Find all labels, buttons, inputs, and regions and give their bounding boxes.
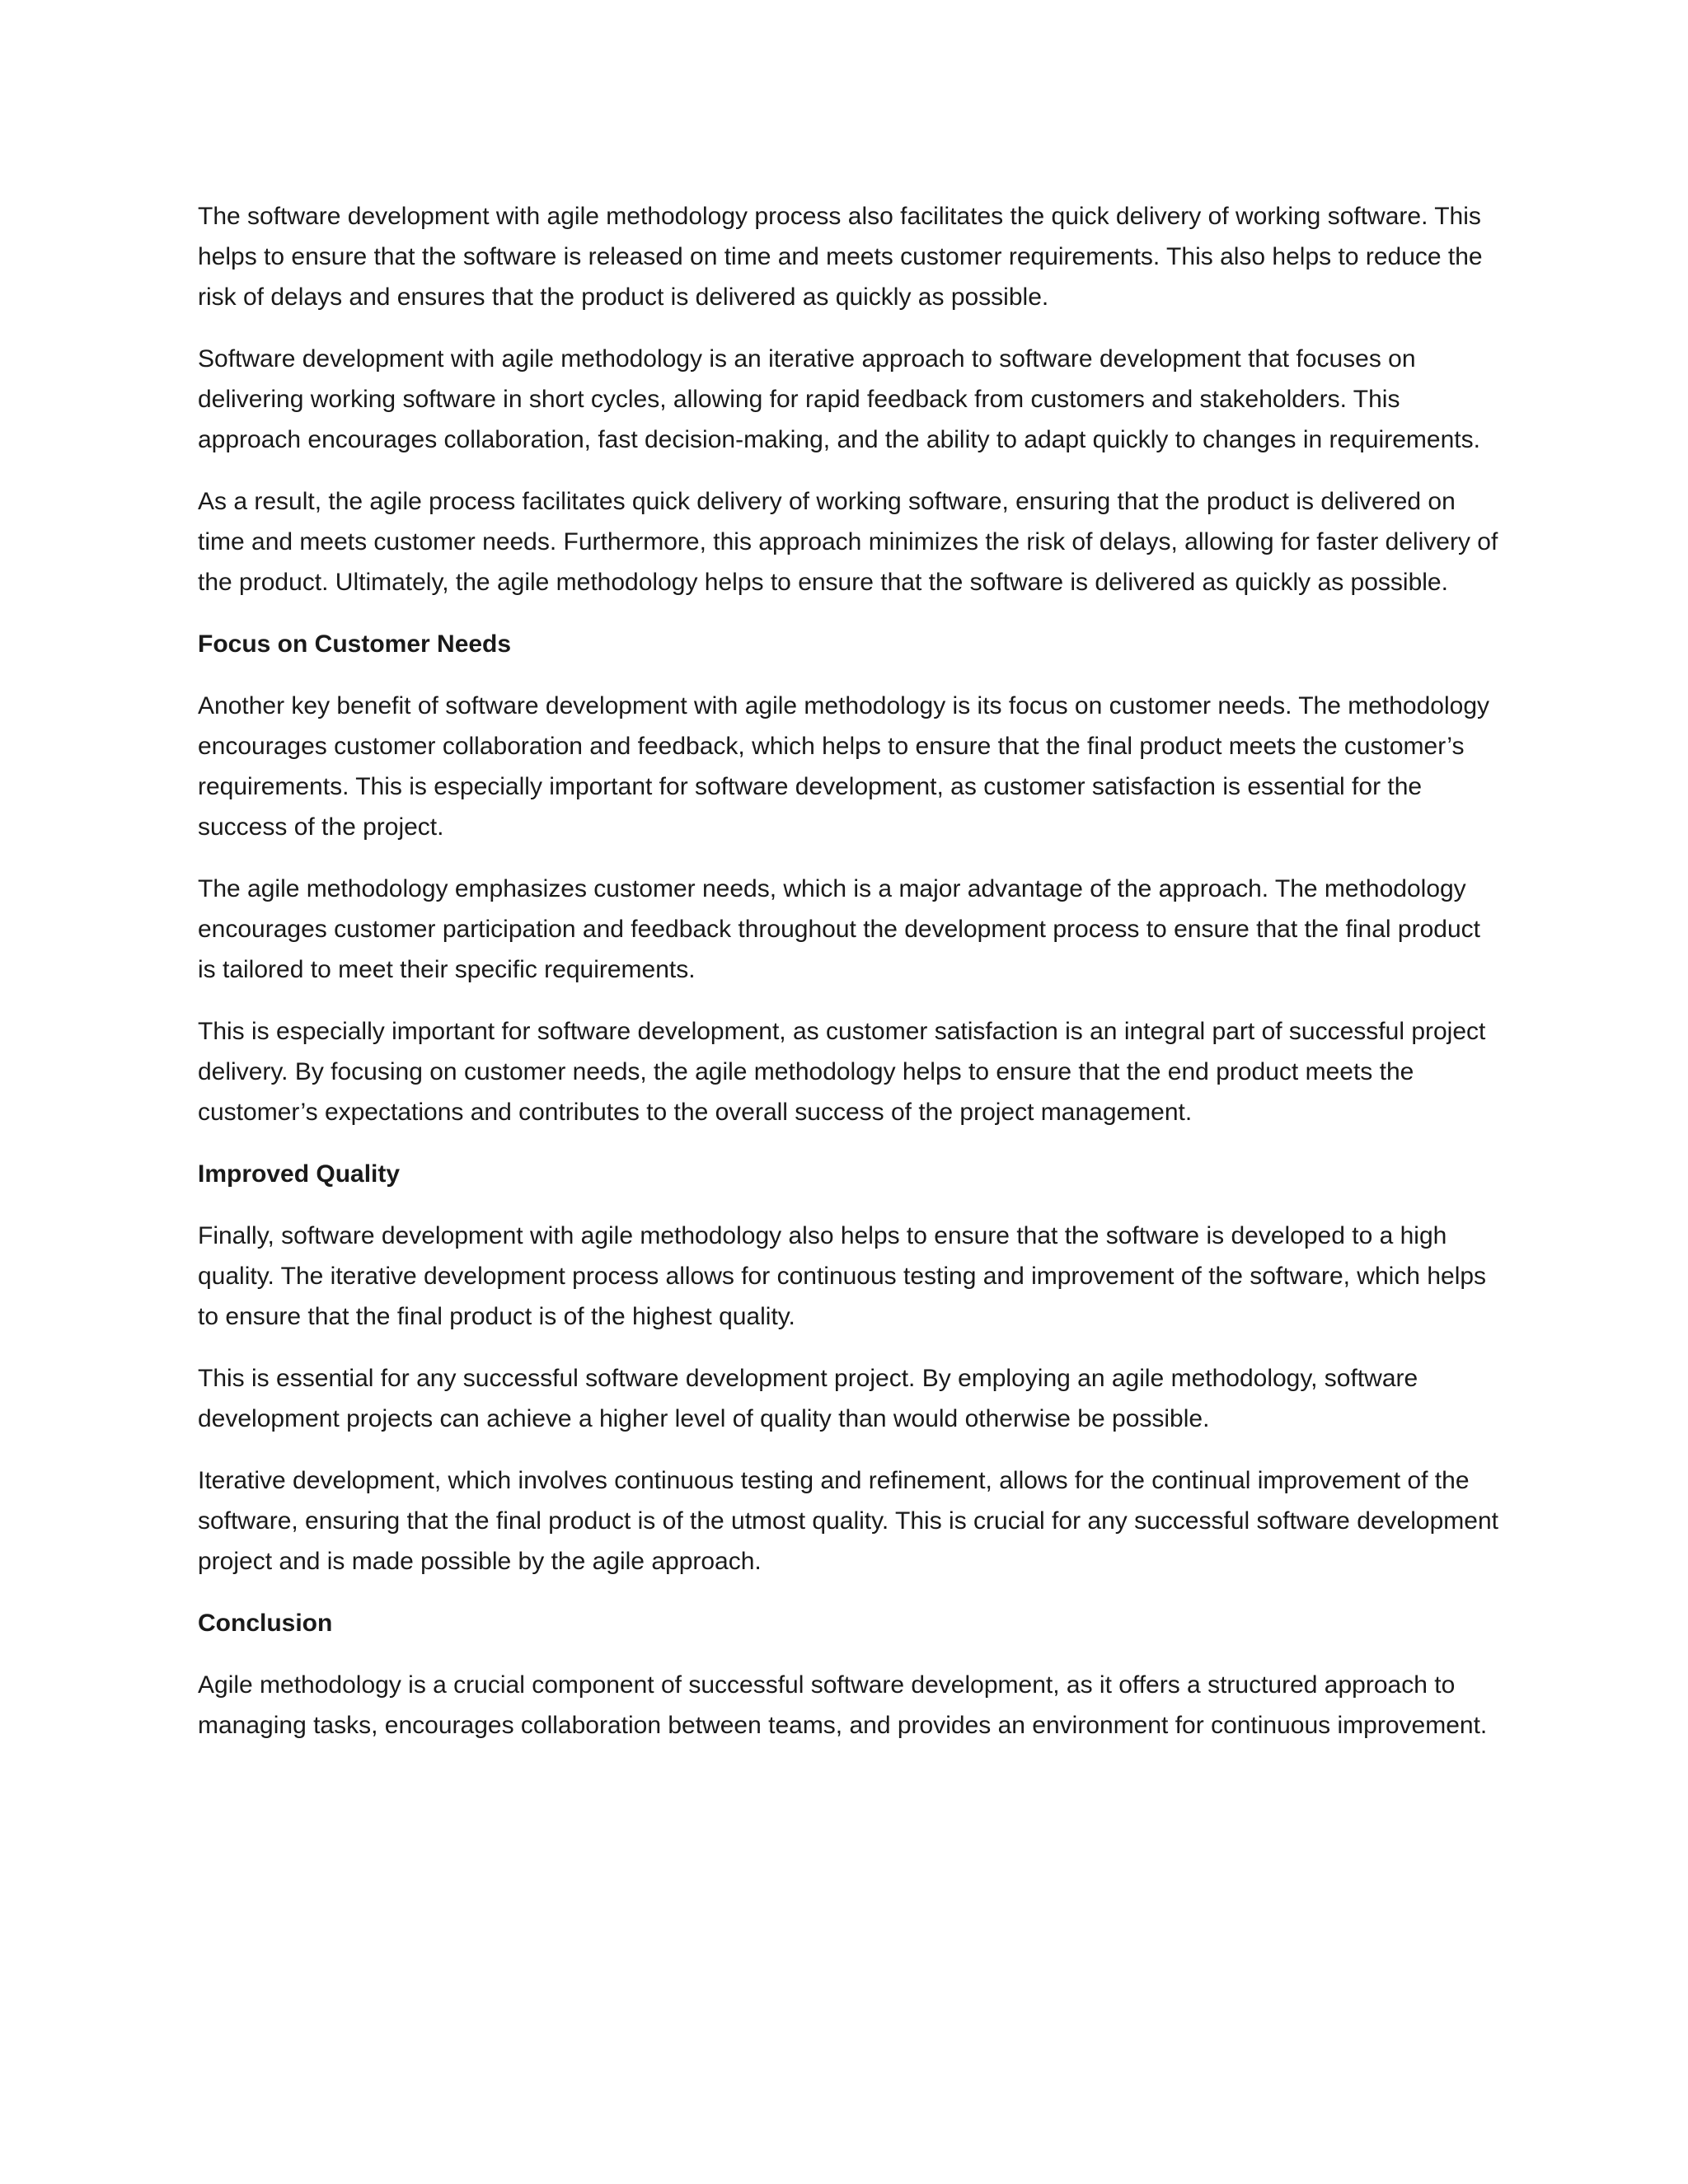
paragraph-iterative-approach: Software development with agile methodology is an iterative approach to software development that focuses on delivering working software in short cycles, allowing for rapid feedback from customers and stakeholders. This approach encourages collaboration, fast decision-making, and the ability to adapt quickly to changes in requirements. <box>198 345 1480 453</box>
paragraph-result: As a result, the agile process facilitates quick delivery of working software, ensuring that the product is delivered on time and meets customer needs. Furthermore, this approach minimizes the risk of delays, allowing for faster delivery of the product. Ultimately, the agile methodology helps to ensure that the software is delivered as quickly as possible. <box>198 488 1498 596</box>
paragraph-quick-delivery: The software development with agile methodology process also facilitates the quick delivery of working software. This helps to ensure that the software is released on time and meets customer requirements. This also helps to reduce the risk of delays and ensures that the product is delivered as quickly as possible. <box>198 203 1483 311</box>
document-page <box>198 196 1500 1767</box>
paragraph-customer-emphasis: The agile methodology emphasizes customer needs, which is a major advantage of the approach. The methodology encourages customer participation and feedback throughout the development process to ensure that the final product is tailored to meet their specific requirements. <box>198 875 1480 983</box>
paragraph-quality-finally: Finally, software development with agile methodology also helps to ensure that the software is developed to a high quality. The iterative development process allows for continuous testing and improvement of the software, which helps to ensure that the final product is of the highest quality. <box>198 1222 1487 1330</box>
paragraph-customer-satisfaction: This is especially important for software development, as customer satisfaction is an integral part of successful project delivery. By focusing on customer needs, the agile methodology helps to ensure that the end product meets the customer’s expectations and contributes to the overall success of the project management. <box>198 1018 1486 1126</box>
paragraph-customer-benefit: Another key benefit of software development with agile methodology is its focus on customer needs. The methodology encourages customer collaboration and feedback, which helps to ensure that the final product meets the customer’s requirements. This is especially important for software development, as customer satisfaction is essential for the success of the project. <box>198 692 1490 841</box>
heading-conclusion: Conclusion <box>198 1610 333 1637</box>
heading-improved-quality: Improved Quality <box>198 1160 401 1188</box>
paragraph-iterative-development: Iterative development, which involves continuous testing and refinement, allows for the continual improvement of the software, ensuring that the final product is of the utmost quality. This is crucial for any successful software development project and is made possible by the agile approach. <box>198 1467 1498 1575</box>
paragraph-quality-essential: This is essential for any successful software development project. By employing an agile methodology, software development projects can achieve a higher level of quality than would otherwise be possible. <box>198 1365 1418 1432</box>
heading-focus-on-customer-needs: Focus on Customer Needs <box>198 630 512 658</box>
paragraph-conclusion: Agile methodology is a crucial component of successful software development, as it offers a structured approach to managing tasks, encourages collaboration between teams, and provides an environment for continuous improvement. <box>198 1671 1488 1739</box>
